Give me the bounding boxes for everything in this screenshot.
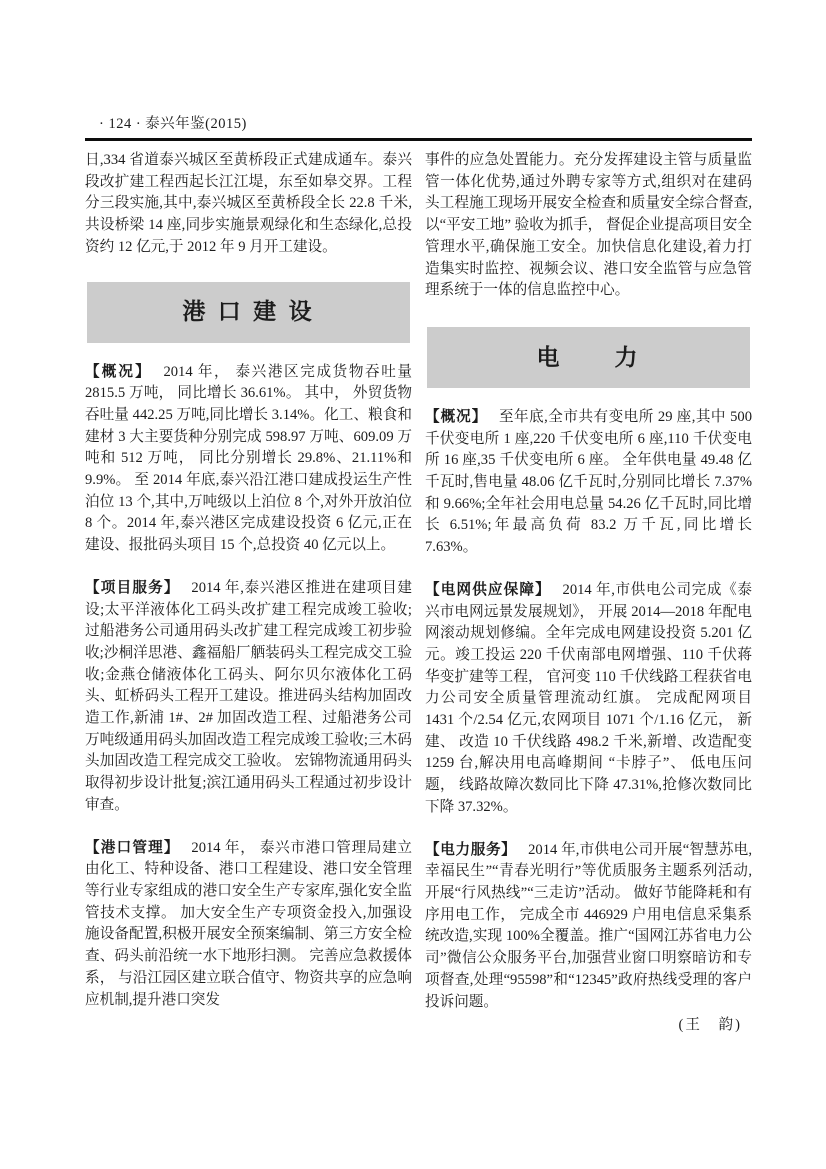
article-paragraph bbox=[425, 840, 752, 1014]
article-text: 2014 年， 泰兴港区完成货物吞吐量 2815.5 万吨， 同比增长 36.61%。 其中， 外贸货物吞吐量 442.25 万吨,同比增长 3.14%。化工、粮食和建材 3 大主要货种分别完成 598.97 万吨、609.09 万吨和 512 万吨， 同比分别增长 29.8%、21.11%和 9.9%。 至 2014 年底,泰兴沿江港口建成投运生产性泊位 13 个,其中,万吨级以上泊位 8 个,对外开放泊位 8 个。2014 年,泰兴港区完成建设投资 6 亿元,正在建设、报批码头项目 15 个,总投资 40 亿元以上。 bbox=[85, 363, 412, 554]
section-banner-port-construction bbox=[87, 282, 410, 343]
continuation-text: 日,334 省道泰兴城区至黄桥段正式建成通车。泰兴段改扩建工程西起长江江堤，东至如皋交界。工程分三段实施,其中,泰兴城区至黄桥段全长 22.8 千米,共设桥梁 14 座,同步实施景观绿化和生态绿化,总投资约 12 亿元,于 2012 年 9 月开工建设。 bbox=[85, 152, 412, 255]
article-label: 【港口管理】 bbox=[85, 839, 180, 856]
left-column bbox=[85, 150, 412, 1037]
article-text: 至年底,全市共有变电所 29 座,其中 500 千伏变电所 1 座,220 千伏变电所 6 座,110 千伏变电所 16 座,35 千伏变电所 6 座。 全年供电量 49.48 亿千瓦时,售电量 48.06 亿千瓦时,分别同比增长 7.37%和 9.66%;全年社会用电总量 54.26 亿千瓦时,同比增长 6.51%;年最高负荷 83.2 万千瓦,同比增长 7.63%。 bbox=[425, 408, 752, 556]
article-text: 2014 年,市供电公司完成《泰兴市电网远景发展规划》， 开展 2014—2018 年配电网滚动规划修编。全年完成电网建设投资 5.201 亿元。竣工投运 220 千伏南部电网增强、110 千伏蒋华变扩建等工程， 官河变 110 千伏线路工程获省电力公司安全质量管理流动红旗。 完成配网项目 1431 个/2.54 亿元,农网项目 1071 个/1.16 亿元， 新建、 改造 10 千伏线路 498.2 千米,新增、改造配变 1259 台,解决用电高峰期间 “卡脖子”、 低电压问题， 线路故障次数同比下降 47.31%,抢修次数同比下降 37.32%。 bbox=[425, 581, 752, 815]
page-number-label: · 124 · bbox=[99, 116, 142, 132]
book-title: 泰兴年鉴(2015) bbox=[145, 116, 247, 132]
author-byline bbox=[425, 1015, 752, 1037]
article-paragraph bbox=[85, 578, 412, 817]
two-column-layout bbox=[85, 150, 752, 1037]
article-text: 2014 年,市供电公司开展“智慧苏电,幸福民生”“青春光明行”等优质服务主题系列活动,开展“行风热线”“三走访”活动。 做好节能降耗和有序用电工作， 完成全市 446929 户用电信息采集系统改造,实现 100%全覆盖。推广“国网江苏省电力公司”微信公众服务平台,加强营业窗口明察暗访和专项督查,处理“95598”和“12345”政府热线受理的客户投诉问题。 bbox=[425, 841, 752, 1010]
article-label: 【电网供应保障】 bbox=[425, 581, 551, 598]
section-title: 港 口 建 设 bbox=[182, 298, 315, 325]
article-paragraph bbox=[425, 407, 752, 559]
right-column bbox=[425, 150, 752, 1037]
article-text: 2014 年,泰兴港区推进在建项目建设;太平洋液体化工码头改扩建工程完成竣工验收;过船港务公司通用码头改扩建工程完成竣工初步验收;沙桐洋思港、鑫福船厂舾装码头工程完成交工验收;金燕仓储液体化工码头、阿尔贝尔液体化工码头、虹桥码头工程开工建设。推进码头结构加固改造工作,新浦 1#、2# 加固改造工程、过船港务公司万吨级通用码头加固改造工程完成竣工验收;三木码头加固改造工程完成交工验收。 宏锦物流通用码头取得初步设计批复;滨江通用码头工程通过初步设计审查。 bbox=[85, 579, 412, 813]
section-banner-electric-power bbox=[427, 327, 750, 388]
continuation-text: 事件的应急处置能力。充分发挥建设主管与质量监管一体化优势,通过外聘专家等方式,组织对在建码头工程施工现场开展安全检查和质量安全综合督查,以“平安工地” 验收为抓手， 督促企业提高项目安全管理水平,确保施工安全。加快信息化建设,着力打造集实时监控、视频会议、港口安全监管与应急管理系统于一体的信息监控中心。 bbox=[425, 152, 752, 299]
byline-text: (王 韵) bbox=[678, 1017, 742, 1034]
article-label: 【概况】 bbox=[85, 363, 152, 380]
section-title: 电 力 bbox=[536, 343, 641, 370]
running-head bbox=[85, 112, 752, 133]
article-paragraph bbox=[85, 838, 412, 1012]
article-paragraph bbox=[85, 362, 412, 557]
continuation-paragraph bbox=[425, 150, 752, 302]
header-rule bbox=[85, 138, 752, 141]
article-text: 2014 年， 泰兴市港口管理局建立由化工、特种设备、港口工程建设、港口安全管理等行业专家组成的港口安全生产专家库,强化安全监管技术支撑。 加大安全生产专项资金投入,加强设施设备配置,积极开展安全预案编制、第三方安全检查、码头前沿统一水下地形扫测。 完善应急救援体系， 与沿江园区建立联合值守、物资共享的应急响应机制,提升港口突发 bbox=[85, 839, 412, 1008]
article-label: 【电力服务】 bbox=[425, 841, 517, 858]
article-label: 【概况】 bbox=[425, 408, 488, 425]
continuation-paragraph bbox=[85, 150, 412, 259]
article-paragraph bbox=[425, 580, 752, 819]
article-label: 【项目服务】 bbox=[85, 579, 180, 596]
